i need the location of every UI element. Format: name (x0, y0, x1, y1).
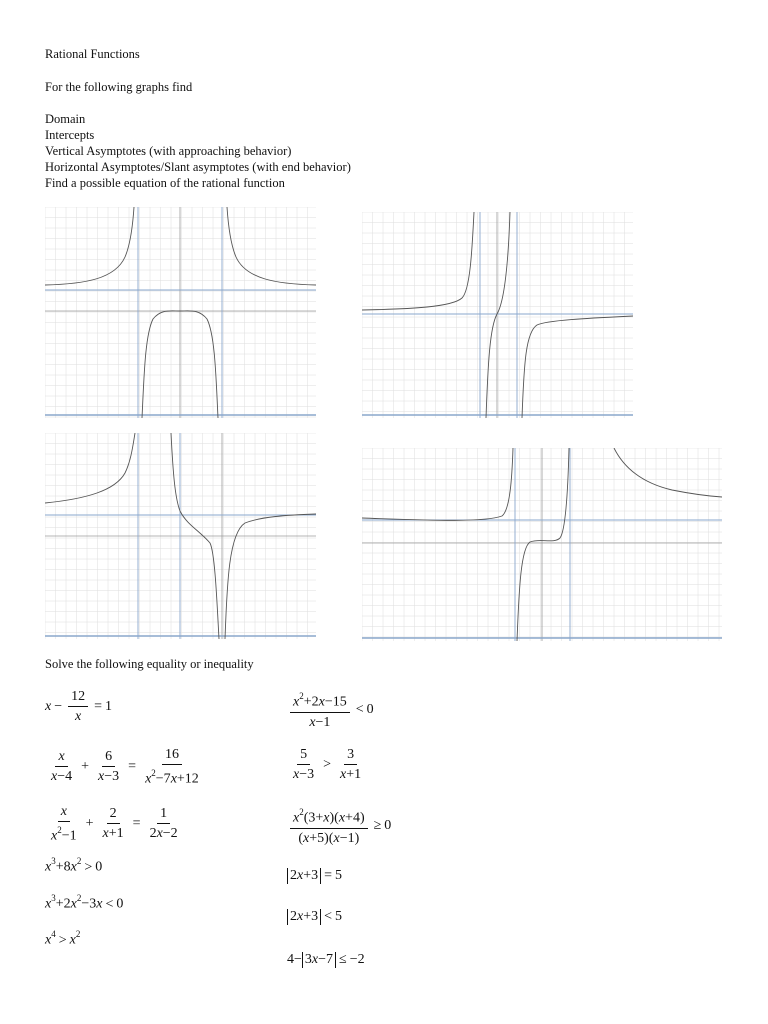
page-title: Rational Functions (45, 47, 140, 61)
graph-2 (362, 212, 633, 418)
task-item: Find a possible equation of the rational function (45, 176, 285, 190)
equation-1: x − $\frac{12}{x}$ = 1 (45, 689, 113, 724)
inequality-9: $\frac{x^2(3+x)(x+4)}{(x+5)(x-1)}$ ≥ 0 (287, 805, 391, 847)
inequality-4: $x^3+8x^2 > 0$ (45, 856, 103, 875)
task-item: Horizontal Asymptotes/Slant asymptotes (with end behavior) (45, 160, 351, 174)
inequality-5: $x^3+2x^2-3x < 0$ (45, 893, 124, 912)
task-item: Intercepts (45, 128, 95, 142)
inequality-6: $x^4 > x^2$ (45, 929, 81, 948)
graph-3 (45, 433, 316, 639)
task-item: Vertical Asymptotes (with approaching behavior) (45, 144, 292, 158)
inequality-8: $\frac{5}{x-3}$ > $\frac{3}{x+1}$ (293, 747, 362, 782)
graph-4 (362, 448, 722, 641)
equation-2: $\frac{x}{x-4}$ + $\frac{6}{x-3}$ = $\frac{16}{x^2-7x+12}$ (51, 747, 199, 787)
graph-1 (45, 207, 316, 418)
inequality-7: $\frac{x^2+2x-15}{x-1}$ < 0 (287, 689, 374, 731)
intro-text: For the following graphs find (45, 80, 193, 94)
inequality-12: 4− 3x−7 ≤ −2 (287, 952, 365, 967)
inequality-11: 2x+3 < 5 (287, 909, 342, 925)
equation-10: 2x+3 = 5 (287, 868, 342, 884)
equation-3: $\frac{x}{x^2-1}$ + $\frac{2}{x+1}$ = $\frac{1}{2x-2}$ (51, 804, 178, 844)
task-item: Domain (45, 112, 86, 126)
section-heading: Solve the following equality or inequality (45, 657, 254, 671)
